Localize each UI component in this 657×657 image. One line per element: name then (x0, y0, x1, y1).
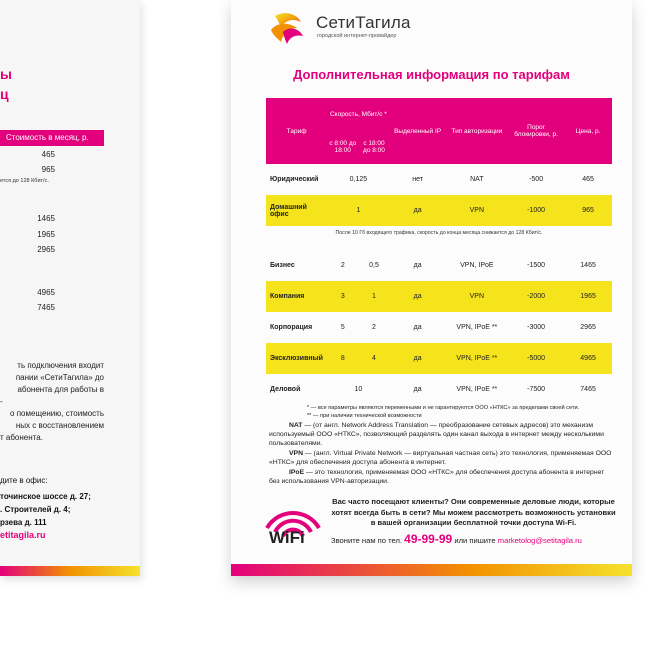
cell-ip: да (390, 343, 446, 374)
tariff-row (266, 281, 612, 312)
left-paragraph-line: о помещению, стоимость (10, 409, 104, 418)
traffic-note-row (266, 226, 612, 240)
ipoe-text: — это технология, применяемая ООО «НТКС» для обеспечения доступа абонента в интернет без использования VPN-авторизации. (269, 469, 605, 485)
cell-auth: VPN, IPoE (460, 262, 494, 269)
left-office-caption: дите в офис: (0, 476, 48, 485)
bottom-stripe (231, 564, 632, 576)
left-address: точинское шоссе д. 27; (0, 492, 91, 501)
tariff-info-sheet (231, 0, 632, 576)
cell-ip: нет (412, 176, 423, 183)
cell-price: 1465 (580, 262, 596, 269)
left-price: 1465 (37, 214, 55, 223)
nat-text: — (от англ. Network Address Translation — преобразование сетевых адресов) это механизм используемый ООО «НТКС», позволяющий разделять один канал выхода в интернет между несколькими пользователями. (269, 422, 604, 447)
cell-ip: да (413, 262, 422, 269)
cell-speed-night: 2 (372, 324, 376, 331)
cell-auth: VPN, IPoE ** (446, 343, 508, 374)
left-paragraph-line: т абонента. (0, 433, 43, 442)
traffic-note: После 10 Гб входящего трафика, скорость до конца месяца снижается до 128 Кбит/с. (335, 230, 543, 236)
footnote-star2: ** — при наличии технической возможности (307, 413, 422, 419)
left-address: рзева д. 111 (0, 518, 47, 527)
left-page-fragment (0, 0, 140, 576)
cell-threshold: -5000 (508, 343, 564, 374)
left-price-header: Стоимость в месяц, р. (0, 130, 104, 146)
footnote-ipoe (269, 468, 615, 486)
footnote-vpn (269, 449, 615, 467)
tariff-table-body (266, 164, 612, 405)
footnote-nat (269, 421, 615, 448)
cell-speed-day: 0,125 (349, 176, 368, 183)
col-header-tariff: Тариф (266, 98, 327, 164)
spacer-row (266, 240, 612, 250)
cell-price: 1965 (564, 281, 612, 312)
left-email[interactable]: etitagila.ru (0, 530, 46, 540)
nat-term: NAT (289, 422, 303, 429)
left-price: 7465 (37, 303, 55, 312)
tariff-row (266, 312, 612, 343)
left-price: 965 (41, 165, 55, 174)
left-header-fragment-1: ы (0, 66, 12, 82)
cell-threshold: -500 (529, 176, 544, 183)
left-address: . Строителей д. 4; (0, 505, 71, 514)
page-title: Дополнительная информация по тарифам (293, 67, 570, 82)
left-header-fragment-2: ц (0, 86, 9, 102)
cell-ip: да (413, 386, 422, 393)
cell-threshold: -3000 (527, 324, 546, 331)
tariff-row (266, 343, 612, 374)
cell-ip: да (413, 324, 422, 331)
left-price: 1965 (37, 230, 55, 239)
wifi-promo-text: Вас часто посещают клиенты? Они современные деловые люди, которые хотят всегда быть в сети? Мы можем рассмотреть возможность установки в вашей организации бесплатной точки доступа Wi-Fi. (331, 497, 616, 527)
cell-name: Бизнес (270, 262, 295, 269)
left-paragraph-line: ных с восстановлением (15, 421, 104, 430)
left-bottom-stripe (0, 566, 140, 576)
col-header-auth: Тип авторизации (446, 98, 508, 164)
cell-ip: да (390, 281, 446, 312)
cell-auth: VPN, IPoE ** (456, 324, 498, 331)
cell-name: Корпорация (270, 324, 313, 331)
tariff-row (266, 164, 612, 195)
tariff-table (266, 98, 612, 405)
cell-name: Домашний офис (266, 195, 327, 226)
cell-price: 2965 (580, 324, 596, 331)
col-header-speed-day: с 8:00 до 18:00 (327, 130, 358, 164)
vpn-term: VPN (289, 450, 303, 457)
wifi-label: WiFi (269, 528, 305, 547)
cell-threshold: -1500 (527, 262, 546, 269)
cell-name: Компания (266, 281, 327, 312)
cell-name: Эксклюзивный (266, 343, 327, 374)
cell-auth: NAT (470, 176, 484, 183)
left-paragraph-line: пании «СетиТагила» до (15, 373, 104, 382)
cell-price: 465 (582, 176, 594, 183)
col-header-price: Цена, р. (564, 98, 612, 164)
tariff-row (266, 374, 612, 405)
cell-threshold: -1000 (508, 195, 564, 226)
left-price: 4965 (37, 288, 55, 297)
cell-speed-night: 1 (358, 281, 389, 312)
cell-auth: VPN (446, 195, 508, 226)
left-paragraph-line: - (0, 397, 3, 406)
col-header-speed-night: с 18:00 до 8:00 (358, 130, 389, 164)
tariff-row (266, 195, 612, 226)
cell-speed-day: 1 (327, 195, 389, 226)
cell-name: Юридический (270, 176, 319, 183)
cell-auth: VPN, IPoE ** (456, 386, 498, 393)
cell-price: 965 (564, 195, 612, 226)
or-write-text: или пишите (454, 536, 496, 545)
left-paragraph-line: ть подключения входит (17, 361, 104, 370)
cell-speed-night: 0,5 (369, 262, 379, 269)
cell-price: 7465 (580, 386, 596, 393)
cell-speed-day: 2 (340, 262, 345, 269)
cell-price: 4965 (564, 343, 612, 374)
tariff-row (266, 250, 612, 281)
brand-tagline: городской интернет-провайдер (317, 33, 397, 39)
cell-ip: да (390, 195, 446, 226)
ipoe-term: IPoE (289, 469, 305, 476)
cell-speed-day: 8 (327, 343, 358, 374)
cell-speed-night: 4 (358, 343, 389, 374)
col-header-speed: Скорость, Мбит/с * (327, 98, 389, 130)
cell-speed-day: 10 (354, 386, 363, 393)
cell-speed-day: 5 (340, 324, 345, 331)
cell-speed-day: 3 (327, 281, 358, 312)
contact-line (331, 532, 582, 546)
col-header-ip: Выделенный IP (390, 98, 446, 164)
brand-name: СетиТагила (316, 13, 411, 32)
call-text: Звоните нам по тел. (331, 536, 403, 545)
left-speed-note: ется до 128 Кбит/с. (0, 178, 49, 184)
cell-threshold: -2000 (508, 281, 564, 312)
setitagila-logo-icon (267, 8, 307, 48)
left-price: 2965 (37, 245, 55, 254)
left-price: 465 (41, 150, 55, 159)
cell-threshold: -7500 (527, 386, 546, 393)
col-header-threshold: Порог блокировки, р. (508, 98, 564, 164)
footnote-star1: * — все параметры являются переменными и не гарантируются ООО «НТКС» за пределами своей сети. (307, 405, 580, 411)
cell-name: Деловой (270, 386, 301, 393)
phone-number[interactable]: 49-99-99 (404, 532, 453, 546)
cell-auth: VPN (446, 281, 508, 312)
contact-email[interactable]: marketolog@setitagila.ru (497, 536, 582, 545)
left-paragraph-line: абонента для работы в (17, 385, 104, 394)
vpn-text: — (англ. Virtual Private Network — виртуальная частная сеть) это технология, применяемая ООО «НТКС» для обеспечения доступа абонента в интернет. (269, 450, 612, 466)
